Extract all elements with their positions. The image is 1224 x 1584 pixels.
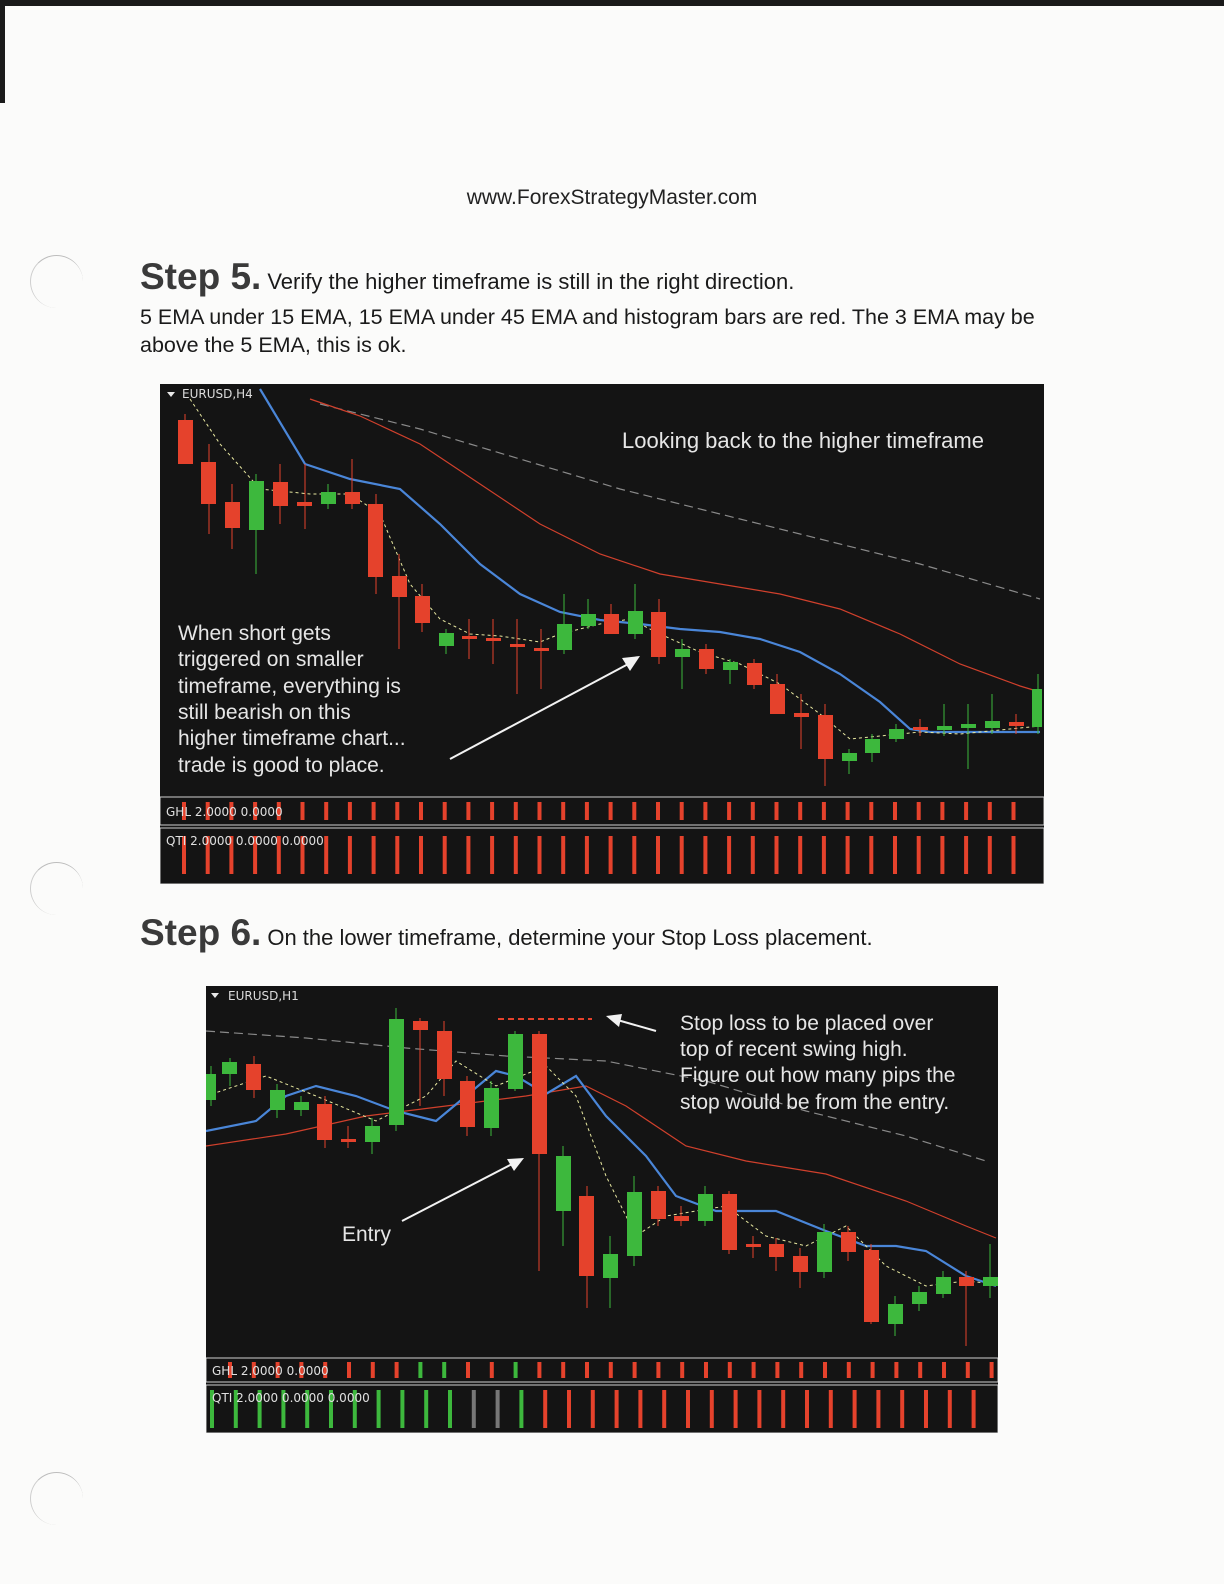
histogram-bar [400, 1390, 404, 1428]
candle [817, 1232, 832, 1272]
histogram-bar [348, 802, 352, 820]
annotation-line: trade is good to place. [178, 754, 385, 777]
histogram-bar [472, 1390, 476, 1428]
annotation-line: triggered on smaller [178, 648, 364, 671]
candle [510, 644, 525, 647]
histogram-bar [964, 836, 968, 874]
candle [651, 1191, 666, 1219]
step6-chart-svg [206, 986, 998, 1433]
histogram-bar [846, 836, 850, 874]
histogram-bar [561, 1362, 565, 1378]
candle [794, 713, 809, 717]
histogram-bar [442, 1362, 446, 1378]
histogram-bar [775, 836, 779, 874]
candle [345, 492, 360, 504]
histogram-bar [900, 1390, 904, 1428]
candle [985, 721, 1000, 728]
histogram-bar [680, 1362, 684, 1378]
histogram-bar [734, 1390, 738, 1428]
histogram-bar [686, 1390, 690, 1428]
candle [1032, 689, 1042, 727]
ghl-label: GHL 2.0000 0.0000 [212, 1364, 329, 1378]
histogram-bar [395, 802, 399, 820]
candle [842, 753, 857, 761]
histogram-bar [893, 802, 897, 820]
histogram-bar [988, 802, 992, 820]
candle [959, 1277, 974, 1286]
histogram-bar [781, 1390, 785, 1428]
histogram-bar [942, 1362, 946, 1378]
candle [770, 684, 785, 714]
histogram-bar [377, 1390, 381, 1428]
candle [818, 715, 833, 759]
histogram-bar [561, 802, 565, 820]
histogram-bar [632, 802, 636, 820]
candle [368, 504, 383, 577]
histogram-bar [514, 802, 518, 820]
histogram-bar [638, 1390, 642, 1428]
histogram-bar [538, 836, 542, 874]
histogram-bar [703, 836, 707, 874]
histogram-bar [395, 836, 399, 874]
candle [462, 636, 477, 639]
candle [723, 662, 738, 670]
candle [439, 633, 454, 646]
candle [534, 648, 549, 651]
histogram-bar [538, 802, 542, 820]
histogram-bar [799, 1362, 803, 1378]
histogram-bar [869, 802, 873, 820]
candle [604, 614, 619, 634]
scan-top-edge [0, 0, 1224, 6]
candle [627, 1192, 642, 1256]
histogram-bar [775, 1362, 779, 1378]
histogram-bar [918, 1362, 922, 1378]
histogram-bar [728, 1362, 732, 1378]
histogram-bar [829, 1390, 833, 1428]
histogram-bar [656, 802, 660, 820]
candle [793, 1256, 808, 1272]
candle [747, 663, 762, 685]
histogram-bar [871, 1362, 875, 1378]
site-url: www.ForexStrategyMaster.com [466, 186, 758, 209]
histogram-bar [972, 1390, 976, 1428]
candle [841, 1232, 856, 1252]
annotation-line: Figure out how many pips the [680, 1064, 956, 1087]
histogram-bar [893, 836, 897, 874]
histogram-bar [324, 802, 328, 820]
histogram-bar [924, 1390, 928, 1428]
histogram-bar [869, 836, 873, 874]
histogram-bar [419, 836, 423, 874]
histogram-bar [347, 1362, 351, 1378]
histogram-bar [680, 802, 684, 820]
histogram-bar [567, 1390, 571, 1428]
candle [936, 1277, 951, 1294]
histogram-bar [585, 836, 589, 874]
candle [486, 638, 501, 641]
histogram-bar [822, 802, 826, 820]
histogram-bar [917, 836, 921, 874]
annotation-line: higher timeframe chart... [178, 727, 406, 750]
histogram-bar [466, 802, 470, 820]
scan-left-edge [0, 0, 5, 103]
candle [746, 1244, 761, 1247]
candle [651, 612, 666, 657]
candle [888, 1304, 903, 1324]
histogram-bar [585, 1362, 589, 1378]
step5-body: 5 EMA under 15 EMA, 15 EMA under 45 EMA and histogram bars are red. The 3 EMA may be above the 5 EMA, this is ok. [140, 305, 1035, 357]
histogram-bar [656, 1362, 660, 1378]
histogram-bar [514, 836, 518, 874]
candle [603, 1254, 618, 1278]
histogram-bar [710, 1390, 714, 1428]
histogram-bar [543, 1390, 547, 1428]
histogram-bar [324, 836, 328, 874]
histogram-bar [703, 802, 707, 820]
candle [581, 614, 596, 626]
candle [913, 727, 928, 730]
punch-hole [30, 255, 83, 308]
candle [628, 611, 643, 634]
histogram-bar [964, 802, 968, 820]
histogram-bar [418, 1362, 422, 1378]
histogram-bar [656, 836, 660, 874]
punch-hole [30, 1472, 83, 1525]
histogram-bar [443, 836, 447, 874]
candle [297, 502, 312, 506]
histogram-bar [680, 836, 684, 874]
histogram-bar [348, 836, 352, 874]
entry-label: Entry [342, 1223, 392, 1246]
histogram-bar [519, 1390, 523, 1428]
histogram-bar [751, 802, 755, 820]
candle [206, 1074, 216, 1100]
step5-chart [160, 384, 1044, 884]
histogram-bar [372, 802, 376, 820]
candle [201, 462, 216, 504]
histogram-bar [853, 1390, 857, 1428]
candle [889, 729, 904, 739]
punch-hole [30, 862, 83, 915]
histogram-bar [490, 1362, 494, 1378]
histogram-bar [846, 802, 850, 820]
candle [270, 1090, 285, 1110]
histogram-bar [775, 802, 779, 820]
histogram-bar [395, 1362, 399, 1378]
histogram-bar [798, 802, 802, 820]
ghl-label: GHL 2.0000 0.0000 [166, 805, 283, 819]
histogram-bar [424, 1390, 428, 1428]
histogram-bar [990, 1362, 994, 1378]
annotation-line: top of recent swing high. [680, 1038, 908, 1061]
histogram-bar [496, 1390, 500, 1428]
step6-chart [206, 986, 998, 1433]
chart-caption: Looking back to the higher timeframe [622, 428, 984, 453]
step5-title [140, 256, 794, 298]
candle [225, 502, 240, 528]
histogram-bar [301, 802, 305, 820]
histogram-bar [615, 1390, 619, 1428]
candle [961, 724, 976, 728]
histogram-bar [662, 1390, 666, 1428]
candle [983, 1277, 998, 1286]
candle [392, 576, 407, 597]
candle [769, 1244, 784, 1257]
candle [484, 1088, 499, 1128]
histogram-bar [704, 1362, 708, 1378]
histogram-bar [917, 802, 921, 820]
ghl-indicator-panel [160, 797, 1044, 825]
candle [222, 1062, 237, 1074]
histogram-bar [727, 836, 731, 874]
candle [460, 1081, 475, 1127]
candle [675, 649, 690, 657]
histogram-bar [752, 1362, 756, 1378]
histogram-bar [1012, 836, 1016, 874]
step6-title [140, 912, 873, 954]
candle [557, 624, 572, 650]
histogram-bar [609, 1362, 613, 1378]
histogram-bar [609, 836, 613, 874]
candle [698, 1194, 713, 1221]
histogram-bar [419, 802, 423, 820]
candle [556, 1156, 571, 1211]
histogram-bar [751, 836, 755, 874]
candle [532, 1034, 547, 1154]
annotation-line: Stop loss to be placed over [680, 1012, 934, 1035]
histogram-bar [823, 1362, 827, 1378]
annotation-line: still bearish on this [178, 701, 351, 724]
candle [722, 1194, 737, 1250]
histogram-bar [632, 836, 636, 874]
annotation-line: timeframe, everything is [178, 675, 401, 698]
candle [1009, 722, 1024, 726]
histogram-bar [894, 1362, 898, 1378]
candle [389, 1019, 404, 1125]
histogram-bar [466, 836, 470, 874]
candle [246, 1064, 261, 1090]
histogram-bar [940, 802, 944, 820]
candle [273, 482, 288, 506]
histogram-bar [847, 1362, 851, 1378]
candle [321, 492, 336, 504]
histogram-bar [757, 1390, 761, 1428]
histogram-bar [966, 1362, 970, 1378]
candle [912, 1292, 927, 1304]
histogram-bar [876, 1390, 880, 1428]
step6-heading: On the lower timeframe, determine your Stop Loss placement. [267, 925, 873, 950]
histogram-bar [585, 802, 589, 820]
histogram-bar [633, 1362, 637, 1378]
candle [415, 596, 430, 623]
candle [508, 1034, 523, 1089]
histogram-bar [609, 802, 613, 820]
candle [864, 1250, 879, 1322]
histogram-bar [727, 802, 731, 820]
histogram-bar [371, 1362, 375, 1378]
candle [865, 739, 880, 753]
histogram-bar [591, 1390, 595, 1428]
qti-label: QTI 2.0000 0.0000 0.0000 [212, 1391, 370, 1405]
symbol-label: EURUSD,H4 [182, 387, 253, 401]
candle [699, 649, 714, 669]
step5-heading: Verify the higher timeframe is still in the right direction. [267, 269, 795, 294]
histogram-bar [372, 836, 376, 874]
candle [674, 1216, 689, 1221]
histogram-bar [1012, 802, 1016, 820]
candle [413, 1021, 428, 1030]
histogram-bar [948, 1390, 952, 1428]
qti-label: QTI 2.0000 0.0000 0.0000 [166, 834, 324, 848]
step5-chart-svg [160, 384, 1044, 884]
histogram-bar [490, 836, 494, 874]
histogram-bar [490, 802, 494, 820]
candle [294, 1102, 309, 1110]
symbol-label: EURUSD,H1 [228, 989, 299, 1003]
candle [579, 1196, 594, 1276]
histogram-bar [805, 1390, 809, 1428]
candle [341, 1139, 356, 1142]
step5-label: Step 5. [140, 256, 262, 297]
histogram-bar [443, 802, 447, 820]
step6-label: Step 6. [140, 912, 262, 953]
histogram-bar [822, 836, 826, 874]
candle [937, 726, 952, 730]
candle [249, 481, 264, 530]
candle [437, 1031, 452, 1079]
histogram-bar [940, 836, 944, 874]
histogram-bar [448, 1390, 452, 1428]
histogram-bar [561, 836, 565, 874]
candle [178, 420, 193, 464]
histogram-bar [988, 836, 992, 874]
histogram-bar [798, 836, 802, 874]
candle [365, 1126, 380, 1142]
annotation-line: stop would be from the entry. [680, 1091, 950, 1114]
annotation-line: When short gets [178, 622, 331, 645]
histogram-bar [514, 1362, 518, 1378]
histogram-bar [466, 1362, 470, 1378]
histogram-bar [537, 1362, 541, 1378]
candle [317, 1104, 332, 1140]
